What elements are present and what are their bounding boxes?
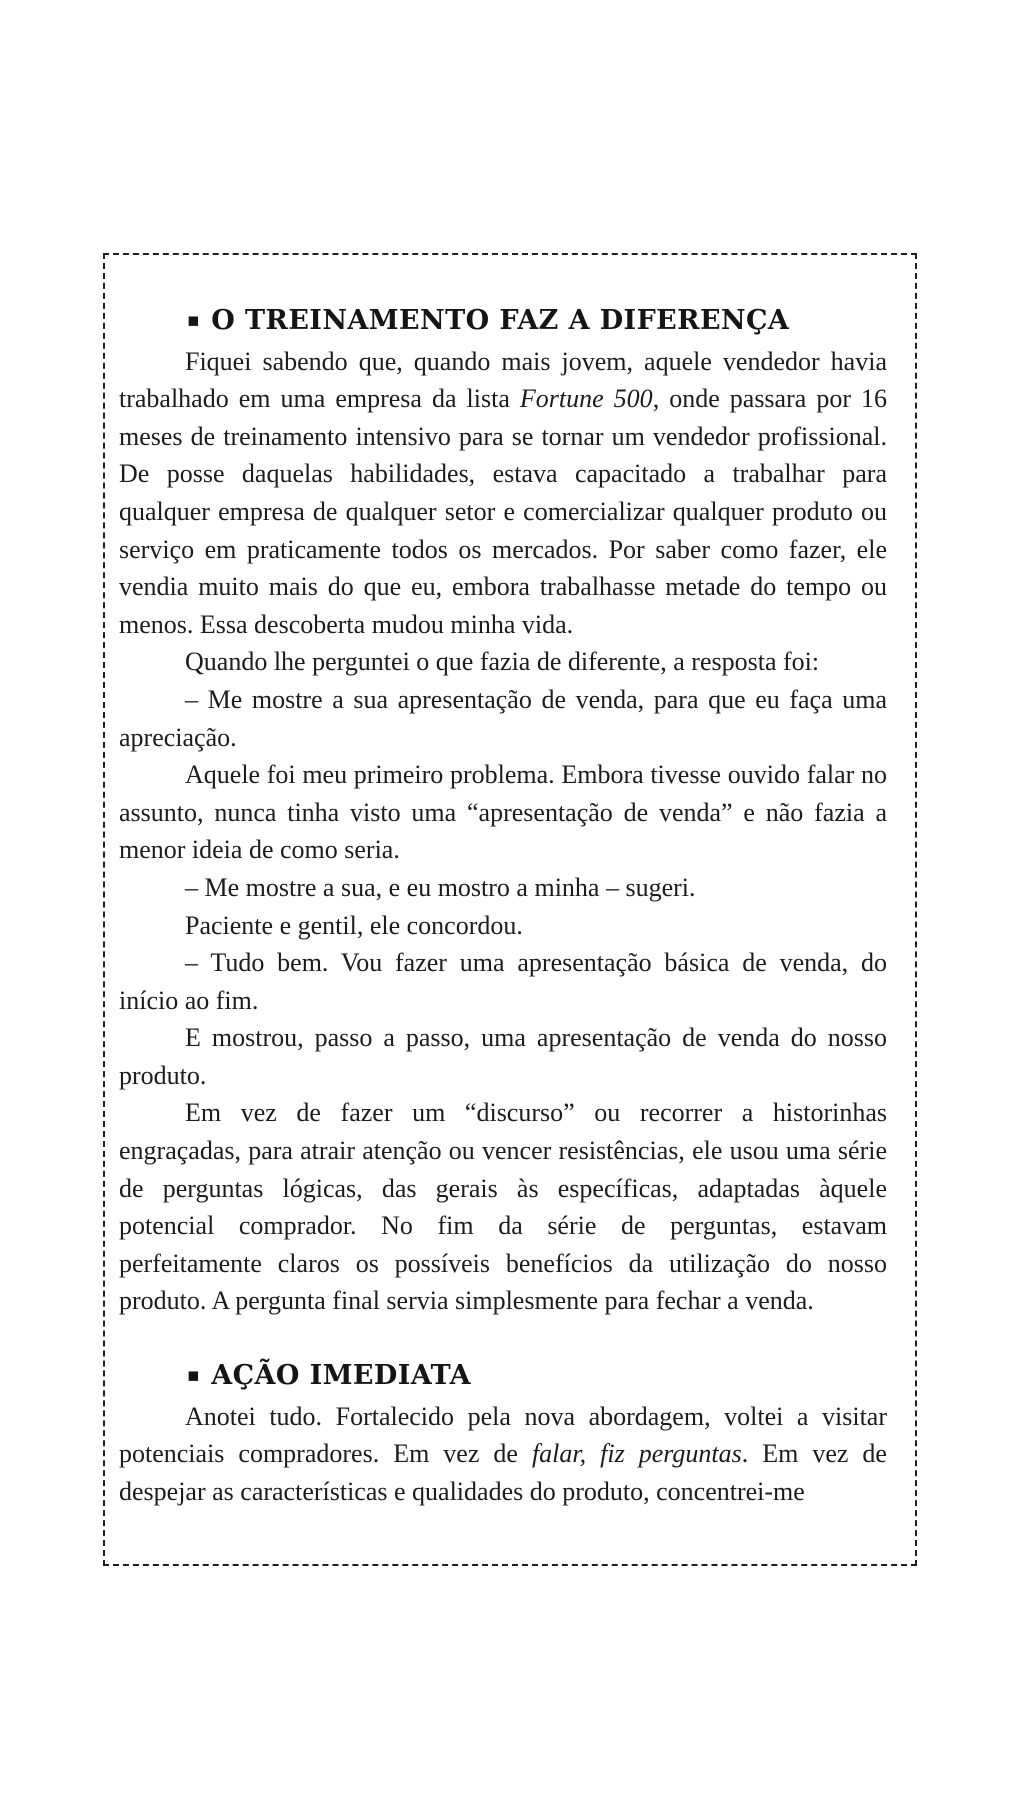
text-run: Em vez de fazer um “discurso” ou recorrer a historinhas engraçadas, para atrair atenção ou vencer resistências, ele usou uma série de perguntas lógicas, das gerais às específicas, adaptadas àquele potencial comprador. No fim da série de perguntas, estavam perfeitamente claros os possíveis benefícios da utilização do nosso produto. A pergunta final servia simplesmente para fechar a venda. [119, 1098, 887, 1316]
text-run: . Em vez de despejar as características e qualidades do produto, concentrei-me [119, 1439, 887, 1506]
paragraph [119, 907, 887, 945]
paragraph [119, 1398, 887, 1511]
square-bullet-icon: ▪ [187, 1364, 201, 1387]
text-run: Fiquei sabendo que, quando mais jovem, aquele vendedor havia trabalhado em uma empresa da lista [119, 346, 887, 414]
section-0 [119, 302, 887, 1320]
section-heading-label: O TREINAMENTO FAZ A DIFERENÇA [211, 305, 790, 336]
text-run: – Tudo bem. Vou fazer uma apresentação básica de venda, do início ao fim. [119, 948, 887, 1015]
section-heading [119, 1357, 887, 1395]
text-run: Anotei tudo. Fortalecido pela nova abordagem, voltei a visitar potenciais compradores. Em vez de [119, 1401, 887, 1469]
square-bullet-icon: ▪ [187, 309, 201, 331]
paragraph [119, 756, 887, 869]
page-border [103, 253, 917, 1566]
italic-text-run: Fortune 500 [519, 384, 653, 414]
paragraph [119, 1094, 887, 1320]
paragraph [119, 681, 887, 756]
text-run: , onde passara por 16 meses de treinamento intensivo para se tornar um vendedor profissional. De posse daquelas habilidades, estava capacitado a trabalhar para qualquer empresa de qualquer setor e comercializar qualquer produto ou serviço em praticamente todos os mercados. Por saber como fazer, ele vendia muito mais do que eu, embora trabalhasse metade do tempo ou menos. Essa descoberta mudou minha vida. [119, 384, 887, 639]
paragraph [119, 643, 887, 681]
section-1 [119, 1357, 887, 1510]
text-run: Quando lhe perguntei o que fazia de diferente, a resposta foi: [185, 647, 820, 677]
paragraph [119, 1019, 887, 1094]
text-run: E mostrou, passo a passo, uma apresentação de venda do nosso produto. [119, 1023, 887, 1090]
italic-text-run: falar, fiz perguntas [531, 1439, 742, 1469]
paragraph [119, 944, 887, 1019]
section-heading-label: AÇÃO IMEDIATA [211, 1360, 471, 1392]
paragraph [119, 343, 887, 644]
text-run: Aquele foi meu primeiro problema. Embora tivesse ouvido falar no assunto, nunca tinha visto uma “apresentação de venda” e não fazia a menor ideia de como seria. [119, 760, 887, 865]
paragraph [119, 869, 887, 907]
text-run: – Me mostre a sua, e eu mostro a minha – sugeri. [185, 872, 696, 902]
text-run: – Me mostre a sua apresentação de venda, para que eu faça uma apreciação. [119, 684, 887, 752]
text-run: Paciente e gentil, ele concordou. [185, 910, 523, 940]
page-content [105, 255, 915, 1564]
section-heading [119, 302, 887, 340]
